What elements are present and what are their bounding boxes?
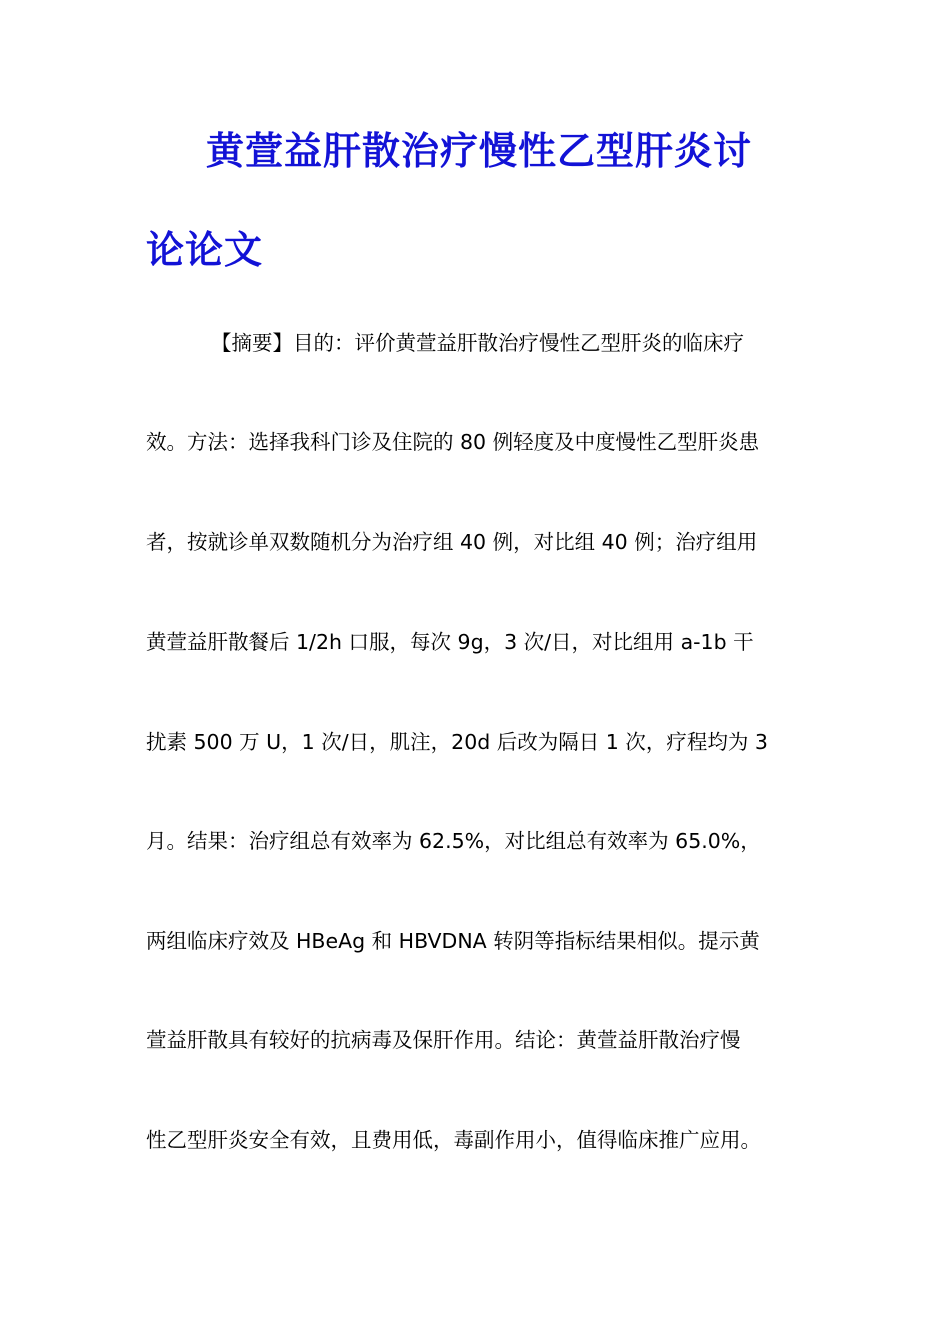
- abstract-line: 扰素 500 万 U，1 次/日，肌注，20d 后改为隔日 1 次，疗程均为 3: [146, 730, 768, 754]
- abstract-line: 效。方法：选择我科门诊及住院的 80 例轻度及中度慢性乙型肝炎患: [146, 430, 760, 454]
- abstract-line: 者，按就诊单双数随机分为治疗组 40 例，对比组 40 例；治疗组用: [146, 530, 758, 554]
- abstract-line: 【摘要】目的：评价黄萱益肝散治疗慢性乙型肝炎的临床疗: [211, 331, 744, 355]
- document-title-line-1: 黄萱益肝散治疗慢性乙型肝炎讨: [206, 129, 753, 173]
- abstract-line: 两组临床疗效及 HBeAg 和 HBVDNA 转阴等指标结果相似。提示黄: [146, 929, 760, 953]
- abstract-line: 萱益肝散具有较好的抗病毒及保肝作用。结论：黄萱益肝散治疗慢: [146, 1028, 741, 1052]
- abstract-line: 性乙型肝炎安全有效，且费用低，毒副作用小，值得临床推广应用。: [146, 1128, 761, 1152]
- document-title-line-2: 论论文: [146, 228, 264, 272]
- abstract-line: 黄萱益肝散餐后 1/2h 口服，每次 9g，3 次/日，对比组用 a-1b 干: [146, 630, 754, 654]
- abstract-line: 月。结果：治疗组总有效率为 62.5%，对比组总有效率为 65.0%，: [146, 829, 761, 853]
